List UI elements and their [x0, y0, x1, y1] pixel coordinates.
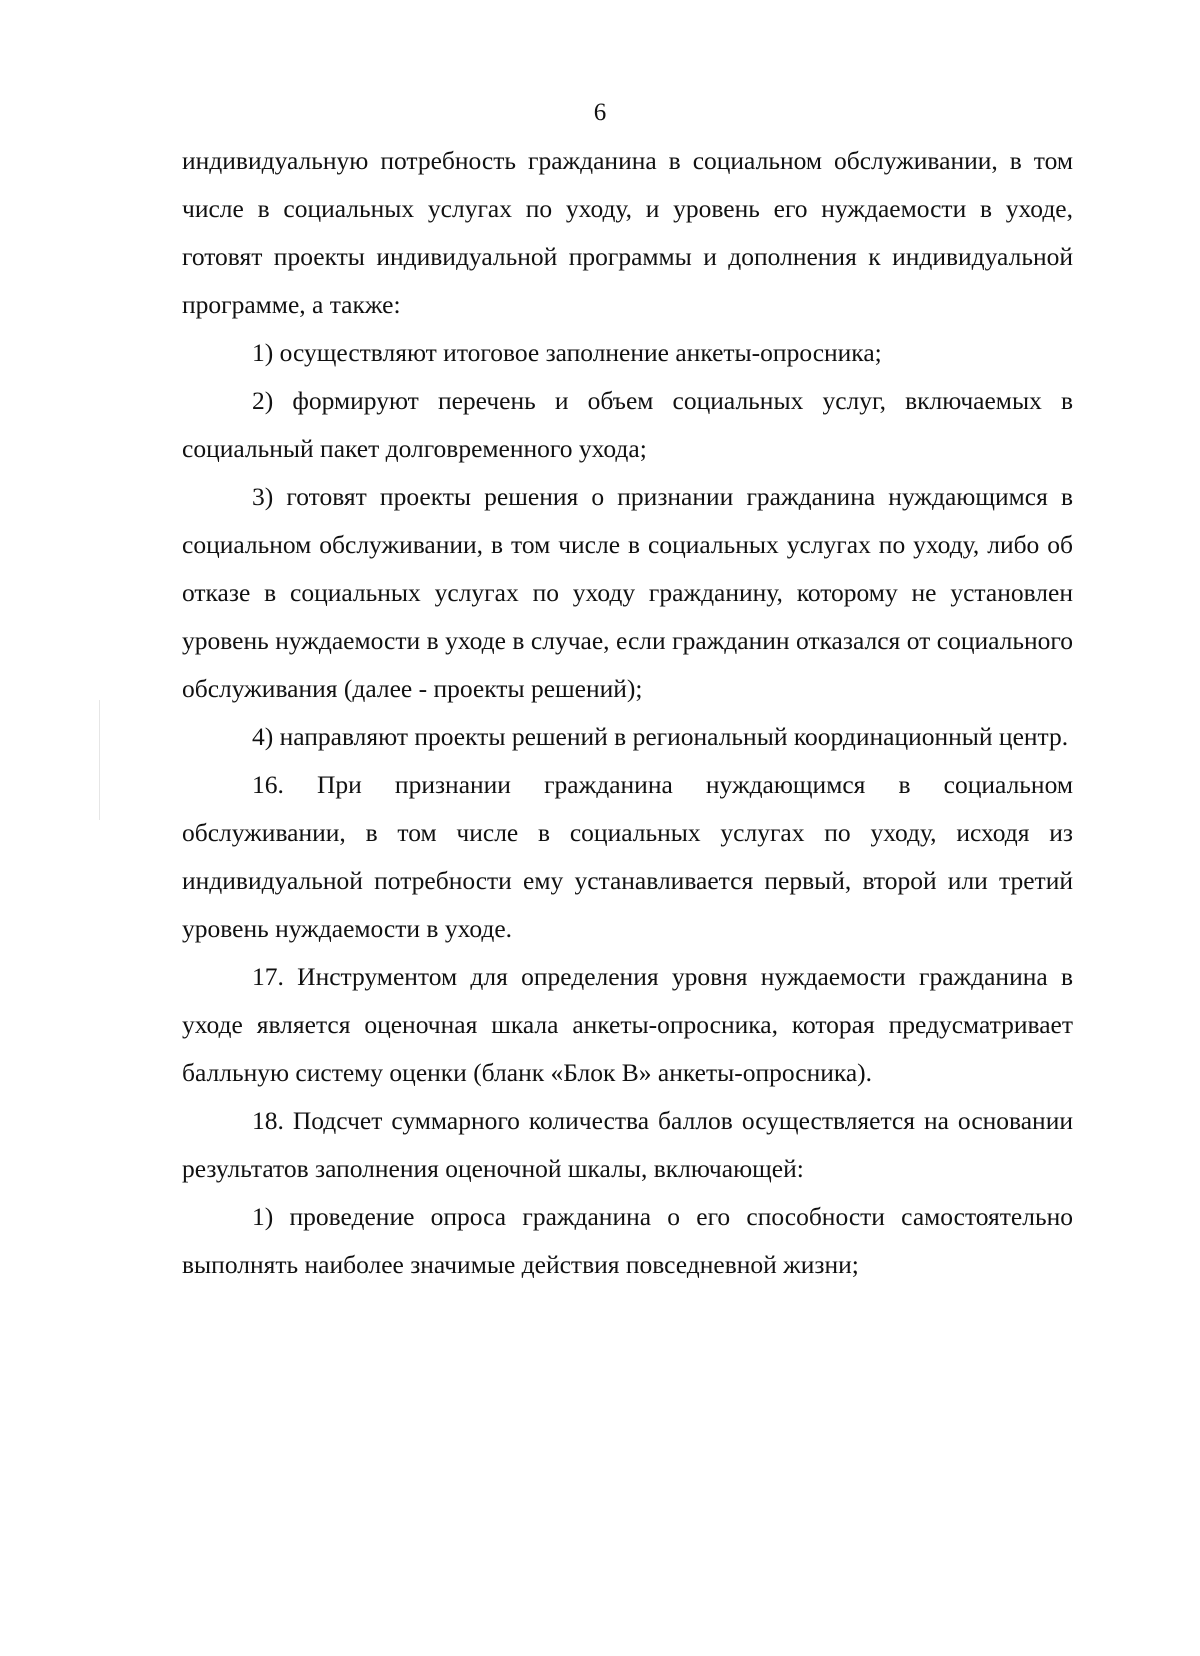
clause-18: 18. Подсчет суммарного количества баллов осуществляется на основании результатов заполнения оценочной шкалы, включающей: [182, 1106, 1073, 1183]
paragraph-continuation: индивидуальную потребность гражданина в социальном обслуживании, в том числе в социальных услугах по уходу, и уровень его нуждаемости в уходе, готовят проекты индивидуальной программы и дополнения к индивидуальной программе, а также: [182, 146, 1073, 319]
clause-16: 16. При признании гражданина нуждающимся в социальном обслуживании, в том числе в социальных услугах по уходу, исходя из индивидуальной потребности ему устанавливается первый, второй или третий уровень нуждаемости в уходе. [182, 770, 1073, 943]
scan-edge-mark [99, 700, 100, 820]
list-item-4: 4) направляют проекты решений в региональный координационный центр. [252, 722, 1069, 751]
clause-17: 17. Инструментом для определения уровня нуждаемости гражданина в уходе является оценочная шкала анкеты-опросника, которая предусматривает балльную систему оценки (бланк «Блок В» анкеты-опросника). [182, 962, 1073, 1087]
document-body [182, 137, 1073, 1289]
list-item-2: 2) формируют перечень и объем социальных услуг, включаемых в социальный пакет долговременного ухода; [182, 386, 1073, 463]
page-number: 6 [593, 99, 607, 126]
list-item-1: 1) осуществляют итоговое заполнение анкеты-опросника; [252, 338, 882, 367]
list-item-3: 3) готовят проекты решения о признании гражданина нуждающимся в социальном обслуживании, в том числе в социальных услугах по уходу, либо об отказе в социальных услугах по уходу гражданину, которому не установлен уровень нуждаемости в уходе в случае, если гражданин отказался от социального обслуживания (далее - проекты решений); [182, 482, 1073, 703]
clause-18-item-1: 1) проведение опроса гражданина о его способности самостоятельно выполнять наиболее значимые действия повседневной жизни; [182, 1202, 1073, 1279]
